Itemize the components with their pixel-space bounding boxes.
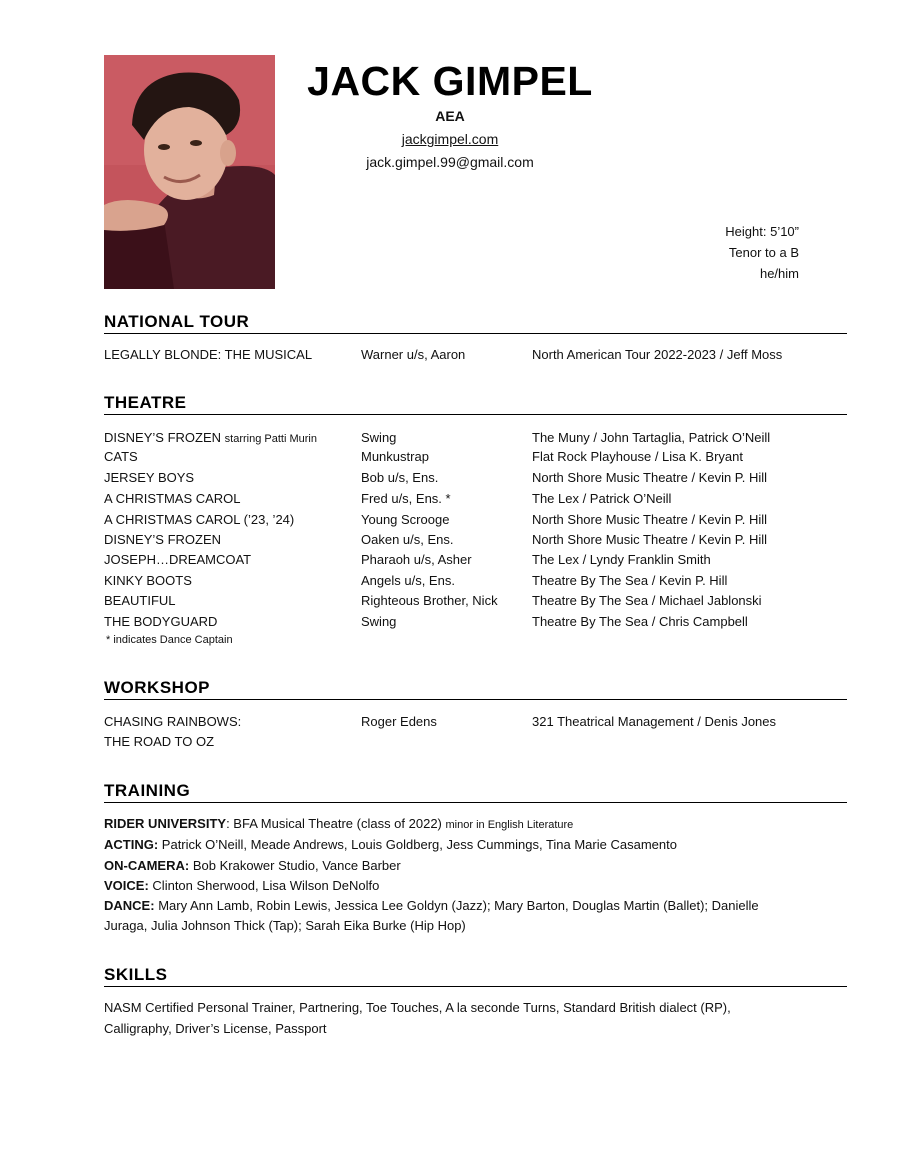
theatre-row-venue: The Muny / John Tartaglia, Patrick O’Neill <box>532 430 771 445</box>
theatre-row-role: Oaken u/s, Ens. <box>361 532 454 547</box>
theatre-row-venue: Theatre By The Sea / Chris Campbell <box>532 614 748 629</box>
training-voice-label: VOICE: <box>104 878 149 893</box>
training-on-camera <box>104 858 401 873</box>
theatre-row-role: Swing <box>361 430 397 445</box>
height-stat: Height: 5’10” <box>725 224 799 239</box>
training-voice <box>104 878 379 893</box>
theatre-row-show: JOSEPH…DREAMCOAT <box>104 552 252 567</box>
tour-venue: North American Tour 2022-2023 / Jeff Moss <box>532 347 783 362</box>
theatre-row-role: Righteous Brother, Nick <box>361 593 498 608</box>
theatre-row-venue: North Shore Music Theatre / Kevin P. Hill <box>532 512 768 527</box>
theatre-row-show: DISNEY’S FROZEN <box>104 532 222 547</box>
workshop-show-line2: THE ROAD TO OZ <box>104 734 215 749</box>
theatre-row-role: Fred u/s, Ens. * <box>361 491 451 506</box>
theatre-row-show: CATS <box>104 449 138 464</box>
theatre-row-role: Angels u/s, Ens. <box>361 573 455 588</box>
theatre-row-venue: The Lex / Patrick O’Neill <box>532 491 672 506</box>
training-acting-label: ACTING: <box>104 837 159 852</box>
training-acting-text: Patrick O’Neill, Meade Andrews, Louis Goldberg, Jess Cummings, Tina Marie Casamento <box>161 837 677 852</box>
skills-line-1: NASM Certified Personal Trainer, Partnering, Toe Touches, A la seconde Turns, Standard British dialect (RP), <box>104 1000 731 1015</box>
theatre-row-show <box>104 430 317 445</box>
theatre-row-show: KINKY BOOTS <box>104 573 192 588</box>
tour-show: LEGALLY BLONDE: THE MUSICAL <box>104 347 313 362</box>
theatre-row-show: A CHRISTMAS CAROL (’23, ’24) <box>104 512 295 527</box>
theatre-row-role: Bob u/s, Ens. <box>361 470 439 485</box>
training-university <box>104 816 573 831</box>
website-link[interactable]: jackgimpel.com <box>401 131 499 147</box>
section-title-training: TRAINING <box>104 781 847 803</box>
theatre-show-title: DISNEY’S FROZEN <box>104 430 222 445</box>
training-university-label: RIDER UNIVERSITY <box>104 816 227 831</box>
training-camera-text: Bob Krakower Studio, Vance Barber <box>192 858 401 873</box>
headshot-photo <box>104 55 275 289</box>
theatre-row-venue: Theatre By The Sea / Michael Jablonski <box>532 593 762 608</box>
actor-name: JACK GIMPEL <box>307 58 593 104</box>
dance-captain-note: * indicates Dance Captain <box>106 634 233 646</box>
theatre-row-venue: Theatre By The Sea / Kevin P. Hill <box>532 573 728 588</box>
training-dance <box>104 898 759 913</box>
training-university-text: : BFA Musical Theatre (class of 2022) <box>226 816 442 831</box>
training-camera-label: ON-CAMERA: <box>104 858 190 873</box>
voice-stat: Tenor to a B <box>728 245 799 260</box>
tour-role: Warner u/s, Aaron <box>361 347 466 362</box>
workshop-venue: 321 Theatrical Management / Denis Jones <box>532 714 777 729</box>
theatre-row-venue: North Shore Music Theatre / Kevin P. Hill <box>532 532 768 547</box>
training-dance-text-1: Mary Ann Lamb, Robin Lewis, Jessica Lee Goldyn (Jazz); Mary Barton, Douglas Martin (Ballet); Danielle <box>158 898 759 913</box>
section-title-skills: SKILLS <box>104 965 847 987</box>
theatre-row-show: JERSEY BOYS <box>104 470 195 485</box>
theatre-row-venue: North Shore Music Theatre / Kevin P. Hill <box>532 470 768 485</box>
workshop-show-line1: CHASING RAINBOWS: <box>104 714 242 729</box>
pronouns-stat: he/him <box>759 266 799 281</box>
section-title-workshop: WORKSHOP <box>104 678 847 700</box>
training-dance-label: DANCE: <box>104 898 155 913</box>
workshop-role: Roger Edens <box>361 714 437 729</box>
theatre-row-role: Swing <box>361 614 397 629</box>
theatre-row-role: Young Scrooge <box>361 512 450 527</box>
theatre-row-venue: The Lex / Lyndy Franklin Smith <box>532 552 711 567</box>
theatre-row-show: BEAUTIFUL <box>104 593 176 608</box>
theatre-row-venue: Flat Rock Playhouse / Lisa K. Bryant <box>532 449 743 464</box>
training-university-minor: minor in English Literature <box>445 819 574 831</box>
section-title-theatre: THEATRE <box>104 393 847 415</box>
skills-line-2: Calligraphy, Driver’s License, Passport <box>104 1021 327 1036</box>
theatre-show-note: starring Patti Murin <box>224 433 317 445</box>
training-acting <box>104 837 677 852</box>
theatre-row-show: THE BODYGUARD <box>104 614 218 629</box>
theatre-row-role: Pharaoh u/s, Asher <box>361 552 472 567</box>
union-affiliation: AEA <box>435 108 465 124</box>
email-address[interactable]: jack.gimpel.99@gmail.com <box>366 154 534 170</box>
theatre-row-role: Munkustrap <box>361 449 429 464</box>
training-voice-text: Clinton Sherwood, Lisa Wilson DeNolfo <box>152 878 380 893</box>
training-dance-cont: Juraga, Julia Johnson Thick (Tap); Sarah Eika Burke (Hip Hop) <box>104 918 466 933</box>
theatre-row-show: A CHRISTMAS CAROL <box>104 491 241 506</box>
section-title-national-tour: NATIONAL TOUR <box>104 312 847 334</box>
